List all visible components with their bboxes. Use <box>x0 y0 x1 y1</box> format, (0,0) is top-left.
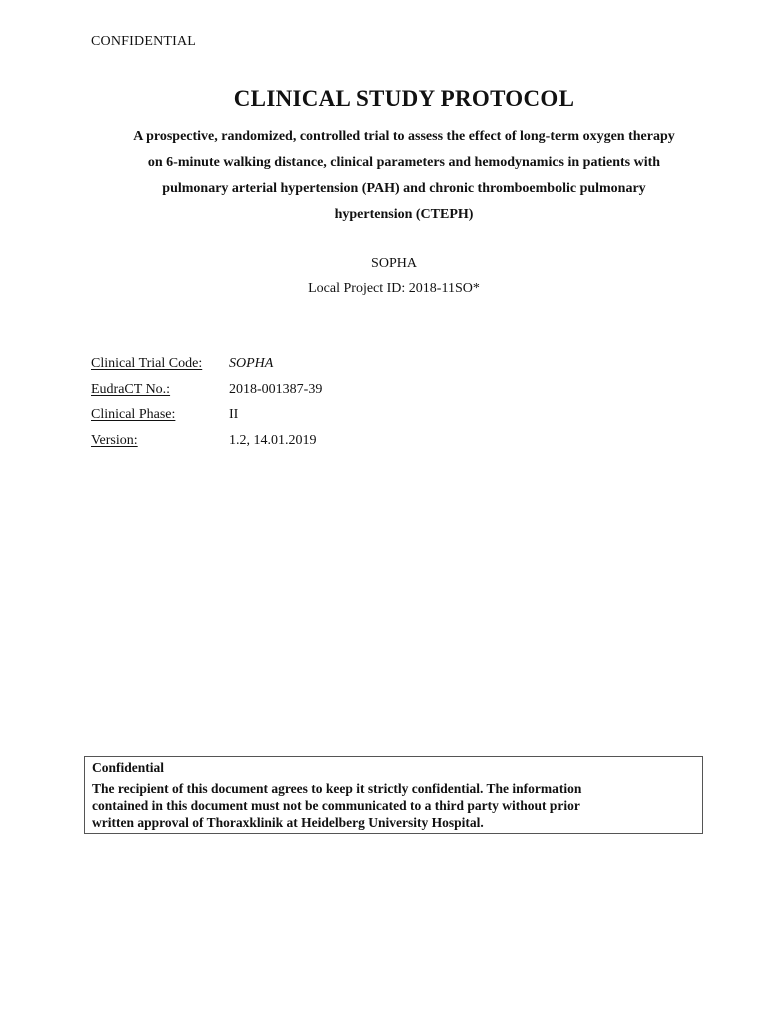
meta-label: EudraCT No.: <box>91 381 171 397</box>
subtitle-line: A prospective, randomized, controlled trial to assess the effect of long-term oxygen therapy <box>133 129 675 144</box>
meta-label: Clinical Trial Code: <box>91 356 203 371</box>
meta-row-eudract <box>91 382 322 408</box>
meta-row-version <box>91 433 322 459</box>
subtitle-line: pulmonary arterial hypertension (PAH) and chronic thromboembolic pulmonary <box>162 181 646 196</box>
subtitle-line: on 6-minute walking distance, clinical parameters and hemodynamics in patients with <box>147 155 661 170</box>
page-title: CLINICAL STUDY PROTOCOL <box>233 86 575 111</box>
notice-line: contained in this document must not be communicated to a third party without prior <box>92 798 580 813</box>
meta-row-trial-code <box>91 356 322 382</box>
notice-title: Confidential <box>92 760 165 775</box>
meta-label: Clinical Phase: <box>91 407 176 422</box>
meta-value: II <box>229 407 239 422</box>
study-acronym: SOPHA <box>371 256 417 271</box>
meta-row-phase <box>91 407 322 433</box>
notice-line: The recipient of this document agrees to keep it strictly confidential. The information <box>92 781 582 796</box>
protocol-metadata <box>91 356 322 458</box>
subtitle-line: hypertension (CTEPH) <box>334 207 474 222</box>
meta-value: 1.2, 14.01.2019 <box>229 432 317 448</box>
meta-value: SOPHA <box>229 356 274 371</box>
meta-label: Version: <box>91 432 138 448</box>
study-subtitle <box>82 124 726 228</box>
confidential-header: CONFIDENTIAL <box>91 34 197 49</box>
confidentiality-notice <box>84 756 703 834</box>
notice-line: written approval of Thoraxklinik at Heidelberg University Hospital. <box>92 815 484 830</box>
meta-value: 2018-001387-39 <box>229 381 323 397</box>
local-project-id: Local Project ID: 2018-11SO* <box>308 281 480 296</box>
